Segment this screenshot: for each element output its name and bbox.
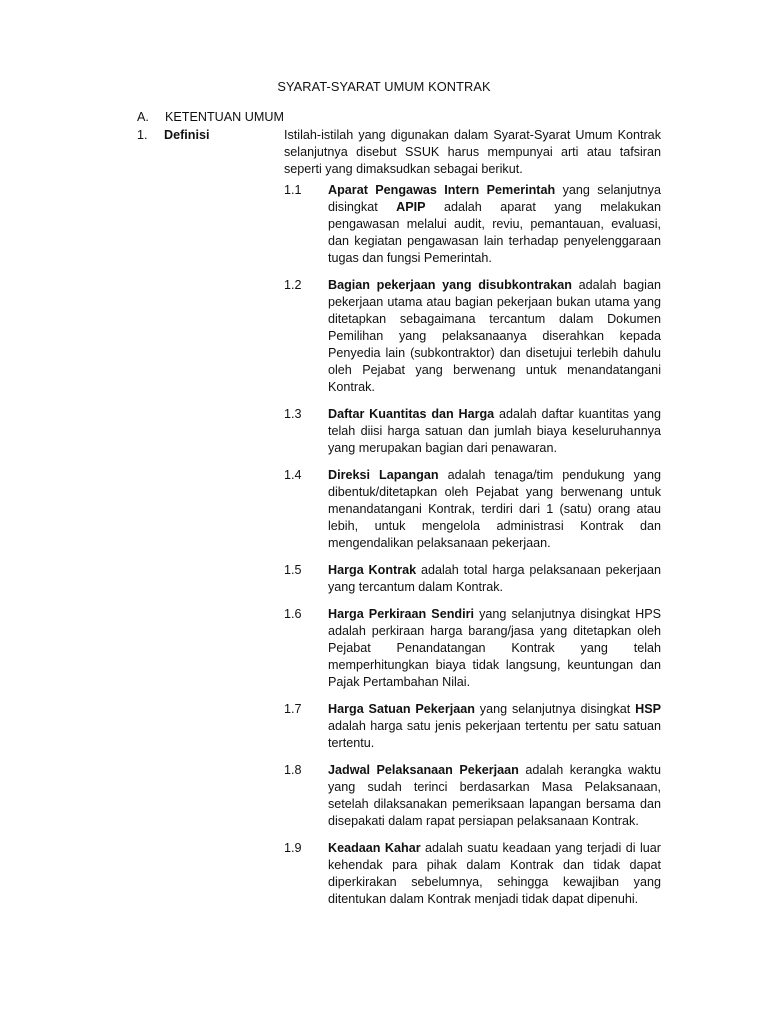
definition-abbr: APIP <box>396 200 426 214</box>
definition-text-b: adalah harga satu jenis pekerjaan tertentu per satu satuan tertentu. <box>328 719 661 750</box>
document-title: SYARAT-SYARAT UMUM KONTRAK <box>277 79 491 94</box>
definition-text <box>328 606 661 691</box>
definition-text <box>328 562 661 596</box>
definition-item <box>284 701 661 752</box>
definitions-list <box>284 182 661 918</box>
definition-item <box>284 606 661 691</box>
definition-abbr: HSP <box>635 702 661 716</box>
section-title: KETENTUAN UMUM <box>165 110 284 124</box>
definition-item <box>284 406 661 457</box>
definition-text <box>328 467 661 552</box>
definition-term: Keadaan Kahar <box>328 841 421 855</box>
article-definisi <box>137 127 661 178</box>
definition-text <box>328 701 661 752</box>
definition-term: Bagian pekerjaan yang disubkontrakan <box>328 278 572 292</box>
definition-text-a: adalah suatu keadaan yang terjadi di luar kehendak para pihak dalam Kontrak dan tidak dapat diperkirakan sebelumnya, sehingga kewajiban yang ditentukan dalam Kontrak menjadi tidak dapat dipenuhi. <box>328 841 661 906</box>
definition-number: 1.1 <box>284 183 302 197</box>
definition-term: Harga Perkiraan Sendiri <box>328 607 474 621</box>
definition-number: 1.9 <box>284 841 302 855</box>
definition-text-b: adalah aparat yang melakukan pengawasan melalui audit, reviu, pemantauan, evaluasi, dan kegiatan pengawasan lain terhadap penyelenggaraan tugas dan fungsi Pemerintah. <box>328 200 661 265</box>
definition-number: 1.4 <box>284 468 302 482</box>
definition-text-a: yang selanjutnya disingkat <box>328 183 661 214</box>
definition-number: 1.6 <box>284 607 302 621</box>
definition-item <box>284 467 661 552</box>
section-heading <box>137 109 284 126</box>
definition-term: Direksi Lapangan <box>328 468 439 482</box>
definition-text <box>328 840 661 908</box>
definition-text-a: adalah tenaga/tim pendukung yang dibentuk/ditetapkan oleh Pejabat yang berwenang untuk menandatangani Kontrak, terdiri dari 1 (satu) orang atau lebih, untuk mengelola administrasi Kontrak dan mengendalikan pelaksanaan pekerjaan. <box>328 468 661 550</box>
definition-text-a: adalah total harga pelaksanaan pekerjaan yang tercantum dalam Kontrak. <box>328 563 661 594</box>
article-number: 1. <box>137 128 148 142</box>
definition-text-a: yang selanjutnya disingkat <box>474 702 636 716</box>
definition-text <box>328 182 661 267</box>
section-letter: A. <box>137 110 149 124</box>
definition-item <box>284 762 661 830</box>
definition-item <box>284 182 661 267</box>
definition-text <box>328 762 661 830</box>
definition-number: 1.8 <box>284 763 302 777</box>
article-name: Definisi <box>164 128 210 142</box>
definition-text-a: adalah daftar kuantitas yang telah diisi harga satuan dan jumlah biaya keseluruhannya yang merupakan bagian dari penawaran. <box>328 407 661 455</box>
definition-text <box>328 277 661 396</box>
definition-number: 1.5 <box>284 563 302 577</box>
article-intro: Istilah-istilah yang digunakan dalam Syarat-Syarat Umum Kontrak selanjutnya disebut SSUK harus mempunyai arti atau tafsiran seperti yang dimaksudkan sebagai berikut. <box>284 128 661 176</box>
definition-term: Daftar Kuantitas dan Harga <box>328 407 495 421</box>
definition-text-a: adalah bagian pekerjaan utama atau bagian pekerjaan bukan utama yang ditetapkan sebagaimana tercantum dalam Dokumen Pemilihan yang pelaksanaanya diserahkan kepada Penyedia lain (subkontraktor) dan disetujui terlebih dahulu oleh Pejabat yang berwenang untuk menandatangani Kontrak. <box>328 278 661 394</box>
definition-number: 1.7 <box>284 702 302 716</box>
definition-item <box>284 277 661 396</box>
definition-term: Jadwal Pelaksanaan Pekerjaan <box>328 763 519 777</box>
definition-text-a: adalah kerangka waktu yang sudah terinci berdasarkan Masa Pelaksanaan, setelah dilaksanakan pemeriksaan lapangan bersama dan disepakati dalam rapat persiapan pelaksanaan Kontrak. <box>328 763 661 828</box>
definition-term: Aparat Pengawas Intern Pemerintah <box>328 183 556 197</box>
definition-item <box>284 562 661 596</box>
definition-item <box>284 840 661 908</box>
definition-term: Harga Satuan Pekerjaan <box>328 702 475 716</box>
definition-number: 1.3 <box>284 407 302 421</box>
definition-text <box>328 406 661 457</box>
definition-number: 1.2 <box>284 278 302 292</box>
definition-text-a: yang selanjutnya disingkat HPS adalah perkiraan harga barang/jasa yang ditetapkan oleh Pejabat Penandatangan Kontrak yang telah memperhitungkan biaya tidak langsung, keuntungan dan Pajak Pertambahan Nilai. <box>328 607 662 689</box>
definition-term: Harga Kontrak <box>328 563 417 577</box>
